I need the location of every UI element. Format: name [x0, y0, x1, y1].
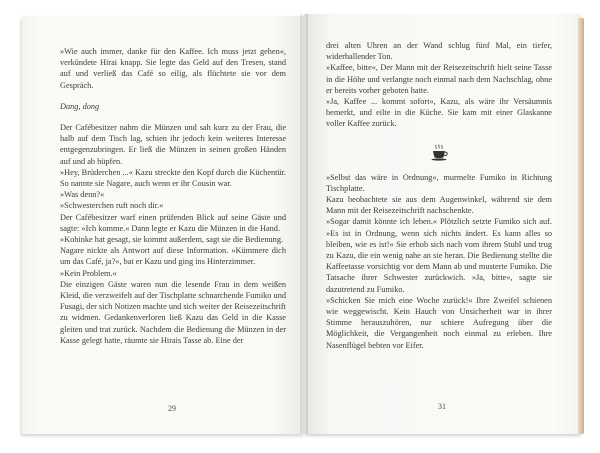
paragraph: Dang, dong	[60, 101, 100, 111]
book-gutter	[300, 14, 308, 434]
paragraph: »Kohinke hat gesagt, sie kommt außerdem, sagt sie die Bedienung.	[60, 235, 284, 245]
paragraph: »Selbst das wäre in Ordnung«, murmelte Fumiko in Richtung Tischplatte.	[326, 172, 552, 193]
paragraph: Der Cafébesitzer warf einen prüfenden Blick auf seine Gäste und sagte: »Ich komme.« Dann legte er Kazu die Münzen in die Hand.	[60, 212, 286, 233]
paragraph: »Was denn?«	[60, 190, 105, 200]
paragraph: Der Cafébesitzer nahm die Münzen und sah kurz zu der Frau, die halb auf dem Tisch lag, schien ihr jedoch kein weiteres Interesse entgegenzubringen. Er ließ die Münzen in seinen großen Händen auf und ab hüpfen.	[60, 123, 286, 166]
paragraph: »Kaffee, bitte«, Der Mann mit der Reisezeitschrift hielt seine Tasse in die Höhe und verlangte noch einmal nach dem Nachschlag, ohne er bereits vorher geboten hatte.	[326, 63, 552, 95]
paragraph: »Kein Problem.«	[60, 268, 117, 278]
paragraph: Kazu beobachtete sie aus dem Augenwinkel, während sie dem Mann mit der Reisezeitschrift nachschenkte.	[326, 195, 552, 216]
paragraph: »Ja, Kaffee ... kommt sofort«, Kazu, als wäre ihr Versäumnis bemerkt, und eilte in die Küche. Sie kam mit einer Glaskanne voller Kaffee zurück.	[326, 97, 552, 129]
paragraph: Nagare nickte als Antwort auf diese Information. »Kümmere dich um das Café, ja?«, bat er Kazu und ging ins Hinterzimmer.	[60, 246, 286, 267]
page-number-right: 31	[438, 402, 446, 411]
paragraph: drei alten Uhren an der Wand schlug fünf Mal, ein tiefer, widerhallender Ton.	[326, 41, 552, 62]
paragraph: »Wie auch immer, danke für den Kaffee. Ich muss jetzt gehen«, verkündete Hirai knapp. Sie legte das Geld auf den Tresen, stand auf und verließ das Café so eilig, als flüchtete sie vor dem Gespräch.	[60, 47, 286, 90]
right-page-text	[326, 40, 552, 351]
page-number-left: 29	[168, 404, 176, 413]
left-page-text	[60, 46, 286, 346]
page-block-edge	[578, 18, 584, 434]
paragraph: »Sogar damit könnte ich leben.« Plötzlich setzte Fumiko sich auf. »Es ist in Ordnung, wenn sich nichts ändert. Es kann alles so bleiben, wie es ist!« Sie erhob sich nach vom ihrem Stuhl und trug zu Kazu, die ein wenig nahe an sie heran. Die Bedienung stellte die Kaffeetasse vorsichtig vor dem Mann ab und musterte Fumiko. Die Tatsache ihrer Schwester zurückwich. »Ja, bitte«, sagte sie dazutretend zu Fumiko.	[326, 217, 552, 294]
paragraph: Die einzigen Gäste waren nun die lesende Frau in dem weißen Kleid, die verzweifelt auf der Tischplatte schnarchende Fumiko und Fusagi, der sich Notizen machte und sich weiter der Reisezeitschrift zu widmen. Gedankenverloren ließ Kazu das Geld in die Kasse gleiten und trat zurück. Nachdem die Bedienung die Münzen in der Kasse gelegt hatte, räumte sie Hirais Tasse ab. Eine der	[60, 279, 286, 345]
coffee-cup-icon	[429, 143, 449, 161]
paragraph: »Schwesterchen ruft noch dir.«	[60, 201, 164, 211]
paragraph: »Hey, Brüderchen ...« Kazu streckte den Kopf durch die Küchentür. So nannte sie Nagare, auch wenn er ihr Cousin war.	[60, 167, 286, 189]
paragraph: »Schicken Sie mich eine Woche zurück!« Ihre Zweifel schienen wie weggewischt. Kein Hauch von Unsicherheit war in ihrer Stimme herauszuhören, nur schiere Aufregung über die Möglichkeit, die Vergangenheit noch einmal zu erleben. Ihre Nasenflügel bebten vor Eifer.	[326, 295, 552, 350]
left-page	[22, 16, 304, 434]
section-break	[326, 136, 552, 168]
right-page	[304, 14, 580, 434]
